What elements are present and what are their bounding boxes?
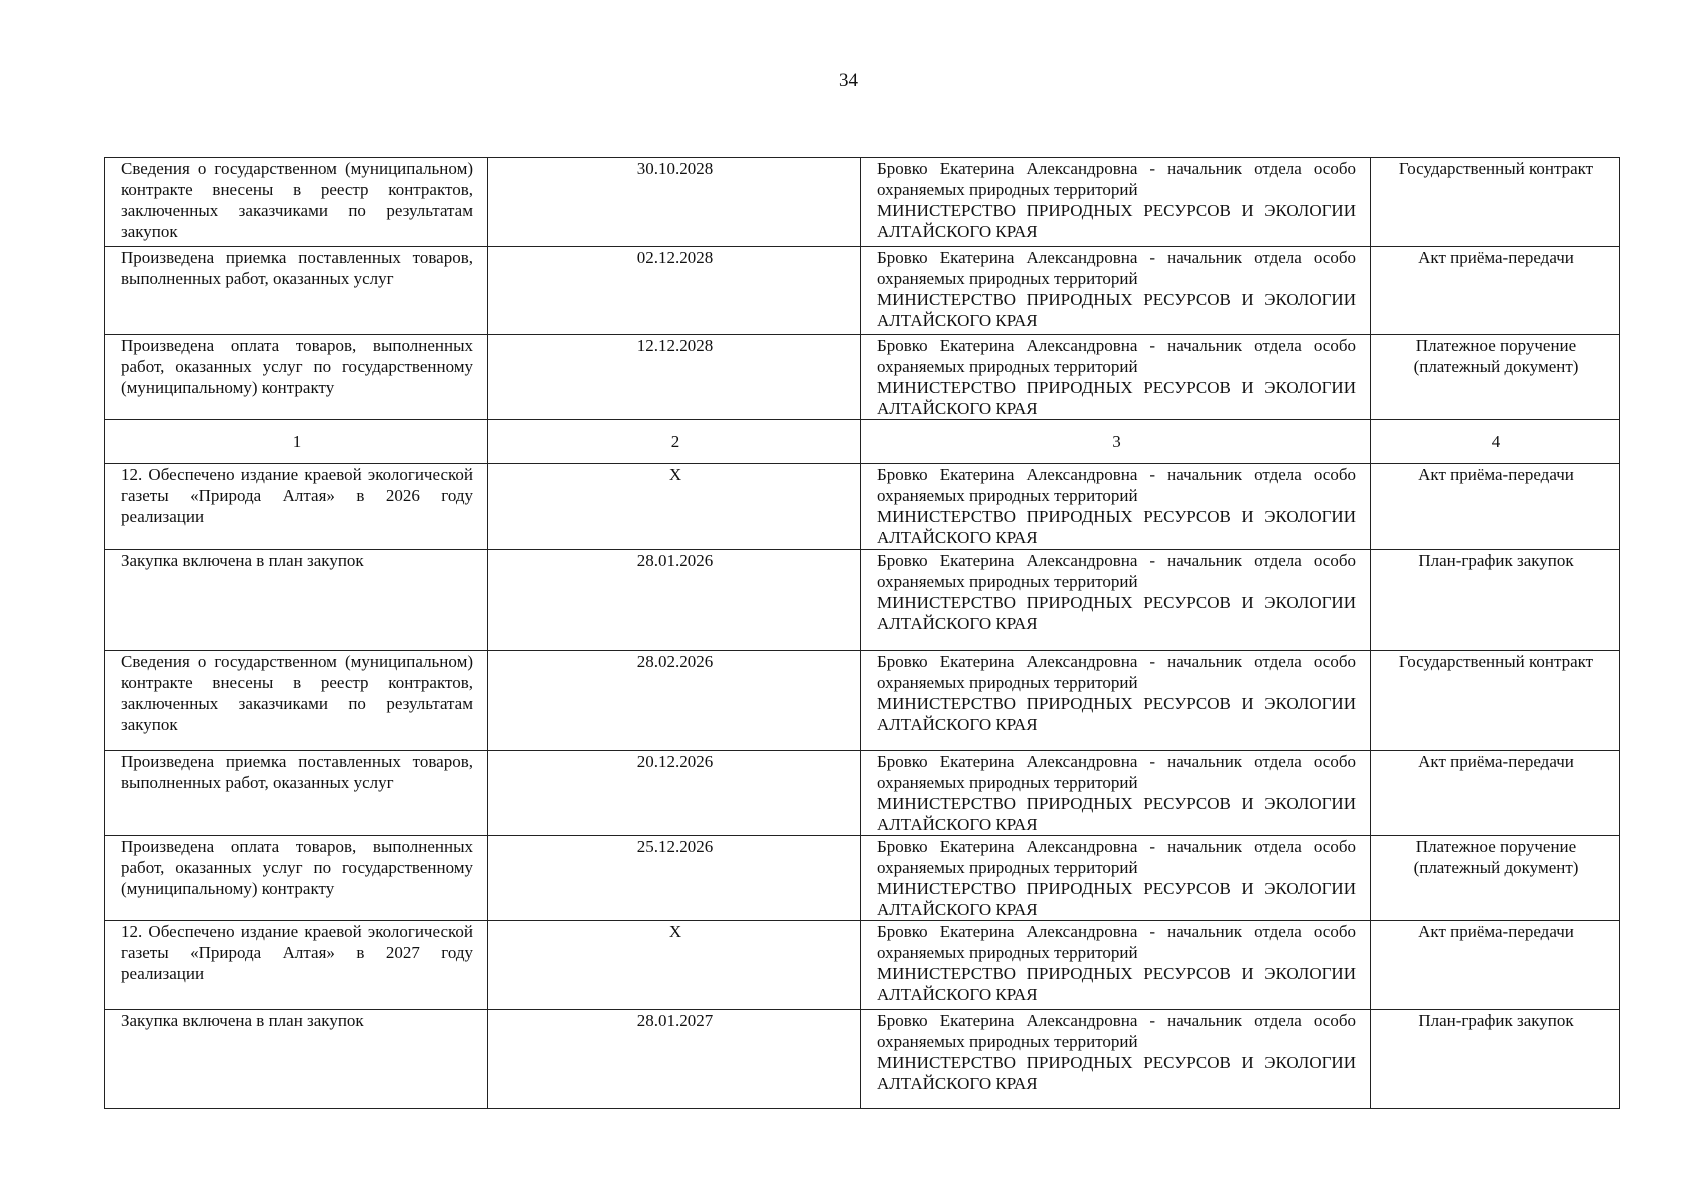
table-row bbox=[105, 247, 1620, 335]
date-cell: 28.01.2027 bbox=[488, 1010, 861, 1109]
date-cell: X bbox=[488, 464, 861, 550]
responsible-cell bbox=[861, 158, 1371, 247]
column-number: 3 bbox=[861, 420, 1371, 464]
table-row bbox=[105, 550, 1620, 651]
responsible-person: Бровко Екатерина Александровна - начальник отдела особо охраняемых природных территорий bbox=[877, 922, 1356, 962]
responsible-person: Бровко Екатерина Александровна - начальник отдела особо охраняемых природных территорий bbox=[877, 336, 1356, 376]
event-cell: Сведения о государственном (муниципальном) контракте внесены в реестр контрактов, заключенных заказчиками по результатам закупок bbox=[105, 158, 488, 247]
document-cell: Государственный контракт bbox=[1371, 158, 1620, 247]
responsible-cell bbox=[861, 1010, 1371, 1109]
date-cell: 12.12.2028 bbox=[488, 335, 861, 420]
responsible-organization: МИНИСТЕРСТВО ПРИРОДНЫХ РЕСУРСОВ И ЭКОЛОГИИ АЛТАЙСКОГО КРАЯ bbox=[877, 794, 1356, 834]
event-cell: 12. Обеспечено издание краевой экологической газеты «Природа Алтая» в 2027 году реализации bbox=[105, 921, 488, 1010]
responsible-cell bbox=[861, 335, 1371, 420]
responsible-organization: МИНИСТЕРСТВО ПРИРОДНЫХ РЕСУРСОВ И ЭКОЛОГИИ АЛТАЙСКОГО КРАЯ bbox=[877, 290, 1356, 330]
table-row bbox=[105, 464, 1620, 550]
document-cell: Акт приёма-передачи bbox=[1371, 921, 1620, 1010]
responsible-organization: МИНИСТЕРСТВО ПРИРОДНЫХ РЕСУРСОВ И ЭКОЛОГИИ АЛТАЙСКОГО КРАЯ bbox=[877, 201, 1356, 241]
responsible-cell bbox=[861, 921, 1371, 1010]
responsible-person: Бровко Екатерина Александровна - начальник отдела особо охраняемых природных территорий bbox=[877, 752, 1356, 792]
responsible-organization: МИНИСТЕРСТВО ПРИРОДНЫХ РЕСУРСОВ И ЭКОЛОГИИ АЛТАЙСКОГО КРАЯ bbox=[877, 964, 1356, 1004]
document-cell: Акт приёма-передачи bbox=[1371, 247, 1620, 335]
date-cell: 28.01.2026 bbox=[488, 550, 861, 651]
document-cell: План-график закупок bbox=[1371, 550, 1620, 651]
event-cell: Произведена приемка поставленных товаров, выполненных работ, оказанных услуг bbox=[105, 247, 488, 335]
document-cell: Акт приёма-передачи bbox=[1371, 464, 1620, 550]
table-row bbox=[105, 921, 1620, 1010]
column-number: 2 bbox=[488, 420, 861, 464]
responsible-cell bbox=[861, 751, 1371, 836]
responsible-organization: МИНИСТЕРСТВО ПРИРОДНЫХ РЕСУРСОВ И ЭКОЛОГИИ АЛТАЙСКОГО КРАЯ bbox=[877, 507, 1356, 547]
event-cell: Закупка включена в план закупок bbox=[105, 1010, 488, 1109]
responsible-organization: МИНИСТЕРСТВО ПРИРОДНЫХ РЕСУРСОВ И ЭКОЛОГИИ АЛТАЙСКОГО КРАЯ bbox=[877, 378, 1356, 418]
table-row bbox=[105, 651, 1620, 751]
responsible-person: Бровко Екатерина Александровна - начальник отдела особо охраняемых природных территорий bbox=[877, 159, 1356, 199]
document-cell: Платежное поручение (платежный документ) bbox=[1371, 836, 1620, 921]
responsible-person: Бровко Екатерина Александровна - начальник отдела особо охраняемых природных территорий bbox=[877, 652, 1356, 692]
responsible-cell bbox=[861, 836, 1371, 921]
responsible-cell bbox=[861, 247, 1371, 335]
responsible-person: Бровко Екатерина Александровна - начальник отдела особо охраняемых природных территорий bbox=[877, 1011, 1356, 1051]
responsible-cell bbox=[861, 464, 1371, 550]
table-row bbox=[105, 335, 1620, 420]
table-row bbox=[105, 836, 1620, 921]
responsible-cell bbox=[861, 651, 1371, 751]
column-number: 4 bbox=[1371, 420, 1620, 464]
responsible-organization: МИНИСТЕРСТВО ПРИРОДНЫХ РЕСУРСОВ И ЭКОЛОГИИ АЛТАЙСКОГО КРАЯ bbox=[877, 879, 1356, 919]
responsible-organization: МИНИСТЕРСТВО ПРИРОДНЫХ РЕСУРСОВ И ЭКОЛОГИИ АЛТАЙСКОГО КРАЯ bbox=[877, 1053, 1356, 1093]
date-cell: 28.02.2026 bbox=[488, 651, 861, 751]
table-row bbox=[105, 1010, 1620, 1109]
page-number: 34 bbox=[839, 70, 858, 91]
responsible-cell bbox=[861, 550, 1371, 651]
column-number-row bbox=[105, 420, 1620, 464]
event-cell: Сведения о государственном (муниципальном) контракте внесены в реестр контрактов, заключенных заказчиками по результатам закупок bbox=[105, 651, 488, 751]
responsible-organization: МИНИСТЕРСТВО ПРИРОДНЫХ РЕСУРСОВ И ЭКОЛОГИИ АЛТАЙСКОГО КРАЯ bbox=[877, 694, 1356, 734]
column-number: 1 bbox=[105, 420, 488, 464]
document-cell: Акт приёма-передачи bbox=[1371, 751, 1620, 836]
date-cell: 20.12.2026 bbox=[488, 751, 861, 836]
event-cell: Произведена оплата товаров, выполненных работ, оказанных услуг по государственному (муниципальному) контракту bbox=[105, 335, 488, 420]
responsible-person: Бровко Екатерина Александровна - начальник отдела особо охраняемых природных территорий bbox=[877, 837, 1356, 877]
responsible-person: Бровко Екатерина Александровна - начальник отдела особо охраняемых природных территорий bbox=[877, 465, 1356, 505]
event-cell: Произведена приемка поставленных товаров, выполненных работ, оказанных услуг bbox=[105, 751, 488, 836]
table-row bbox=[105, 751, 1620, 836]
date-cell: 25.12.2026 bbox=[488, 836, 861, 921]
date-cell: X bbox=[488, 921, 861, 1010]
table-row bbox=[105, 158, 1620, 247]
document-cell: План-график закупок bbox=[1371, 1010, 1620, 1109]
document-cell: Государственный контракт bbox=[1371, 651, 1620, 751]
document-cell: Платежное поручение (платежный документ) bbox=[1371, 335, 1620, 420]
responsible-organization: МИНИСТЕРСТВО ПРИРОДНЫХ РЕСУРСОВ И ЭКОЛОГИИ АЛТАЙСКОГО КРАЯ bbox=[877, 593, 1356, 633]
date-cell: 02.12.2028 bbox=[488, 247, 861, 335]
event-cell: 12. Обеспечено издание краевой экологической газеты «Природа Алтая» в 2026 году реализации bbox=[105, 464, 488, 550]
responsible-person: Бровко Екатерина Александровна - начальник отдела особо охраняемых природных территорий bbox=[877, 551, 1356, 591]
responsible-person: Бровко Екатерина Александровна - начальник отдела особо охраняемых природных территорий bbox=[877, 248, 1356, 288]
event-cell: Закупка включена в план закупок bbox=[105, 550, 488, 651]
date-cell: 30.10.2028 bbox=[488, 158, 861, 247]
implementation-plan-table bbox=[104, 157, 1620, 1109]
event-cell: Произведена оплата товаров, выполненных работ, оказанных услуг по государственному (муниципальному) контракту bbox=[105, 836, 488, 921]
